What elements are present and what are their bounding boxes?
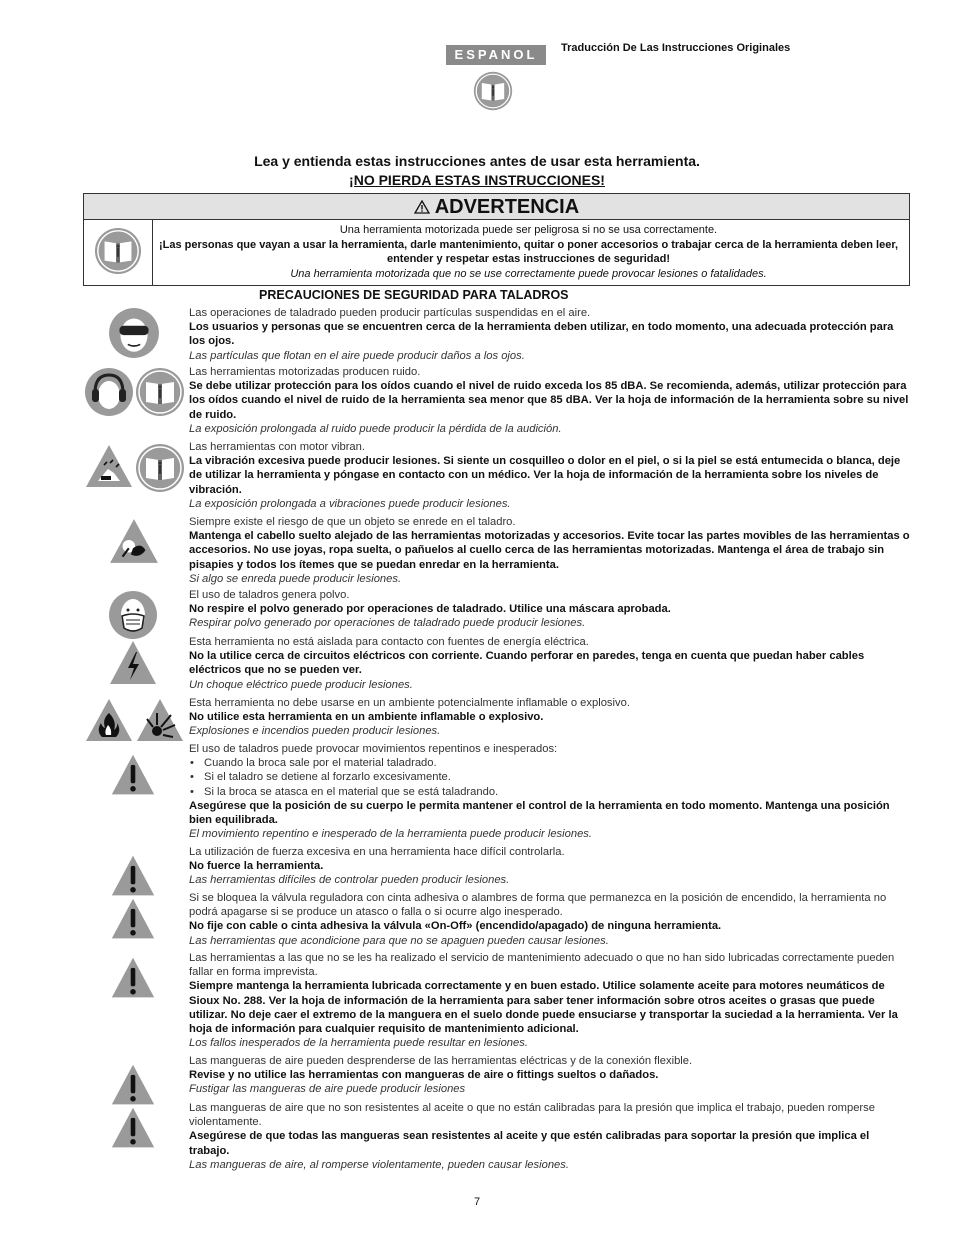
- general-warning-icon: [108, 1105, 158, 1151]
- intro-keep-instructions: ¡NO PIERDA ESTAS INSTRUCCIONES!: [349, 172, 605, 188]
- precaution-consequence: Un choque eléctrico puede producir lesiones.: [189, 678, 413, 691]
- dust-mask-icon: [108, 590, 158, 640]
- general-warning-icon: [108, 853, 158, 899]
- precaution-hazard: La utilización de fuerza excesiva en una herramienta hace difícil controlarla.: [189, 846, 565, 858]
- vibration-hazard-icon: [84, 443, 134, 489]
- precaution-hazard: Siempre existe el riesgo de que un objeto se enrede en el taladro.: [189, 516, 516, 528]
- precaution-hazard: Las herramientas motorizadas producen ruido.: [189, 366, 421, 378]
- warning-icon-cell: [84, 219, 153, 285]
- precaution-instruction: No respire el polvo generado por operaciones de taladrado. Utilice una máscara aprobada.: [189, 603, 671, 616]
- read-manual-icon: [94, 227, 142, 275]
- read-manual-icon: [135, 367, 185, 417]
- precaution-consequence: Las herramientas que acondicione para que no se apaguen pueden causar lesiones.: [189, 934, 609, 947]
- precaution-consequence: Las herramientas difíciles de controlar pueden producir lesiones.: [189, 874, 510, 887]
- language-tab: ESPANOL: [446, 45, 546, 65]
- precaution-explosive: [189, 696, 911, 739]
- precaution-hearing: [189, 365, 911, 436]
- section-title: PRECAUCIONES DE SEGURIDAD PARA TALADROS: [259, 288, 569, 302]
- hearing-protection-icon: [84, 367, 134, 417]
- eye-protection-icon: [108, 307, 160, 359]
- precaution-consequence: Respirar polvo generado por operaciones de taladrado puede producir lesiones.: [189, 617, 586, 630]
- precaution-instruction: No utilice esta herramienta en un ambiente inflamable o explosivo.: [189, 711, 544, 724]
- precaution-hazard: Las mangueras de aire que no son resistentes al aceite o que no están calibradas para la presión que implica el trabajo, pueden romperse violentamente.: [189, 1102, 875, 1129]
- warning-triangle-icon: [414, 200, 430, 214]
- general-warning-icon: [108, 752, 158, 798]
- electrical-hazard-icon: [108, 638, 158, 688]
- precaution-instruction: La vibración excesiva puede producir lesiones. Si siente un cosquilleo o dolor en el piel, o si la piel se está entumecida o blanca, deje de utilizar la herramienta y póngase en contacto con un médico. Ver la hoja de información de la herramienta sobre los niveles de vibración.: [189, 455, 901, 496]
- precaution-vibration: [189, 440, 911, 511]
- flammable-hazard-icon: [84, 697, 134, 743]
- precaution-instruction: Asegúrese que la posición de su cuerpo le permita mantener el control de la herramienta en todo momento. Mantenga una posición bien equilibrada.: [189, 799, 890, 827]
- warning-header: [84, 194, 909, 220]
- precaution-hose-loose: [189, 1054, 911, 1097]
- read-manual-icon: [473, 71, 513, 111]
- precaution-hazard: Las operaciones de taladrado pueden producir partículas suspendidas en el aire.: [189, 307, 591, 319]
- precaution-consequence: Los fallos inesperados de la herramienta puede resultar en lesiones.: [189, 1037, 528, 1050]
- list-item: • Cuando la broca sale por el material taladrado.: [189, 756, 911, 770]
- precaution-entanglement: [189, 515, 911, 586]
- warning-line-2: ¡Las personas que vayan a usar la herramienta, darle mantenimiento, quitar o poner accesorios o trabajar cerca de la herramienta deben leer, entender y respetar estas instrucciones de seguridad!: [158, 238, 899, 265]
- precaution-instruction: No la utilice cerca de circuitos eléctricos con corriente. Cuando perforar en paredes, tenga en cuenta que puedan haber cables eléctricos que no se pueden ver.: [189, 650, 865, 677]
- warning-line-1: Una herramienta motorizada puede ser peligrosa si no se usa correctamente.: [339, 224, 718, 236]
- precaution-consequence: La exposición prolongada a vibraciones puede producir lesiones.: [189, 497, 511, 510]
- precaution-hazard: El uso de taladros genera polvo.: [189, 589, 350, 601]
- precaution-instruction: No fuerce la herramienta.: [189, 860, 324, 873]
- precaution-instruction: Asegúrese de que todas las mangueras sean resistentes al aceite y que estén calibradas para soportar la presión que implica el trabajo.: [189, 1130, 870, 1157]
- precaution-consequence: Explosiones e incendios pueden producir lesiones.: [189, 725, 441, 738]
- precaution-dust: [189, 588, 911, 631]
- general-warning-icon: [108, 896, 158, 942]
- precaution-consequence: Las mangueras de aire, al romperse violentamente, pueden causar lesiones.: [189, 1158, 569, 1171]
- list-item: • Si la broca se atasca en el material que se está taladrando.: [189, 785, 911, 799]
- entanglement-hazard-icon: [108, 517, 160, 565]
- warning-box: [83, 193, 910, 286]
- warning-line-3: Una herramienta motorizada que no se use correctamente puede provocar lesiones o fatalidades.: [290, 267, 767, 280]
- precaution-instruction: Se debe utilizar protección para los oídos cuando el nivel de ruido exceda los 85 dBA. Se recomienda, además, utilizar protección para los oídos cuando el nivel de ruido de la herramienta sea menor que 85 dBA. Ver la hoja de información de la herramienta sobre su nivel de ruido.: [189, 380, 909, 421]
- precaution-instruction: Mantenga el cabello suelto alejado de las herramientas motorizadas y accesorios. Evite tocar las partes movibles de las herramientas o accesorios. No use joyas, ropa suelta, o pañuelos al cuello cerca de las herramientas motorizadas. Mantenga el área de trabajo sin pisapies y todos los ítemes que se puedan enredar en la herramienta.: [189, 530, 910, 571]
- precaution-instruction: No fije con cable o cinta adhesiva la válvula «On-Off» (encendido/apagado) de ninguna herramienta.: [189, 920, 722, 933]
- precaution-electrical: [189, 635, 911, 692]
- precaution-throttle-lock: [189, 891, 911, 948]
- precaution-hazard: Las mangueras de aire pueden desprenderse de las herramientas eléctricas y de la conexión flexible.: [189, 1055, 693, 1067]
- precaution-sudden-movement: [189, 742, 911, 841]
- precaution-hazard: Si se bloquea la válvula reguladora con cinta adhesiva o alambres de forma que permanezca en la posición de encendido, la herramienta no podrá apagarse si se produce un atasco o falla o si ocurre algo inesperado.: [189, 892, 887, 919]
- precaution-hazard: El uso de taladros puede provocar movimientos repentinos e inesperados:: [189, 743, 558, 755]
- precaution-hazard: Las herramientas con motor vibran.: [189, 441, 365, 453]
- precaution-hose-rupture: [189, 1101, 911, 1172]
- precaution-instruction: Siempre mantenga la herramienta lubricada correctamente y en buen estado. Utilice solamente aceite para motores neumáticos de Sioux No. 288. Ver la hoja de información de la herramienta para saber tener información sobre otros aceites o grasas que puede utilizar. No deje caer el extremo de la manguera en el suelo donde puede ensuciarse y transportar la suciedad a la herramienta. Ver la hoja de información para cualquier requisito de mantenimiento adicional.: [189, 980, 898, 1036]
- list-item: • Si el taladro se detiene al forzarlo excesivamente.: [189, 770, 911, 784]
- page-number: 7: [473, 1196, 481, 1208]
- precaution-hazard: Esta herramienta no debe usarse en un ambiente potencialmente inflamable o explosivo.: [189, 697, 630, 709]
- precaution-consequence: La exposición prolongada al ruido puede producir la pérdida de la audición.: [189, 422, 562, 435]
- precaution-consequence: Las partículas que flotan en el aire puede producir daños a los ojos.: [189, 349, 525, 362]
- explosive-hazard-icon: [135, 697, 185, 743]
- precaution-excessive-force: [189, 845, 911, 888]
- translation-note: Traducción De Las Instrucciones Originales: [561, 42, 791, 54]
- precaution-instruction: Revise y no utilice las herramientas con mangueras de aire o fittings sueltos o dañados.: [189, 1069, 659, 1082]
- precaution-instruction: Los usuarios y personas que se encuentren cerca de la herramienta deben utilizar, en todo momento, una adecuada protección para los ojos.: [189, 321, 894, 348]
- precaution-consequence: Si algo se enreda puede producir lesiones.: [189, 572, 402, 585]
- warning-title: ADVERTENCIA: [434, 196, 580, 218]
- precaution-hazard: Las herramientas a las que no se les ha realizado el servicio de mantenimiento adecuado o que no han sido lubricadas correctamente pueden fallar en forma imprevista.: [189, 952, 895, 979]
- warning-text: [154, 223, 903, 281]
- intro-instruction: Lea y entienda estas instrucciones antes de usar esta herramienta.: [254, 153, 700, 169]
- general-warning-icon: [108, 1062, 158, 1108]
- precaution-bullet-list: [189, 756, 911, 799]
- general-warning-icon: [108, 955, 158, 1001]
- precaution-consequence: Fustigar las mangueras de aire puede producir lesiones: [189, 1083, 466, 1096]
- precaution-eye: [189, 306, 911, 363]
- precaution-hazard: Esta herramienta no está aislada para contacto con fuentes de energía eléctrica.: [189, 636, 589, 648]
- precaution-maintenance: [189, 951, 911, 1050]
- read-manual-icon: [135, 443, 185, 493]
- precaution-consequence: El movimiento repentino e inesperado de la herramienta puede producir lesiones.: [189, 828, 592, 841]
